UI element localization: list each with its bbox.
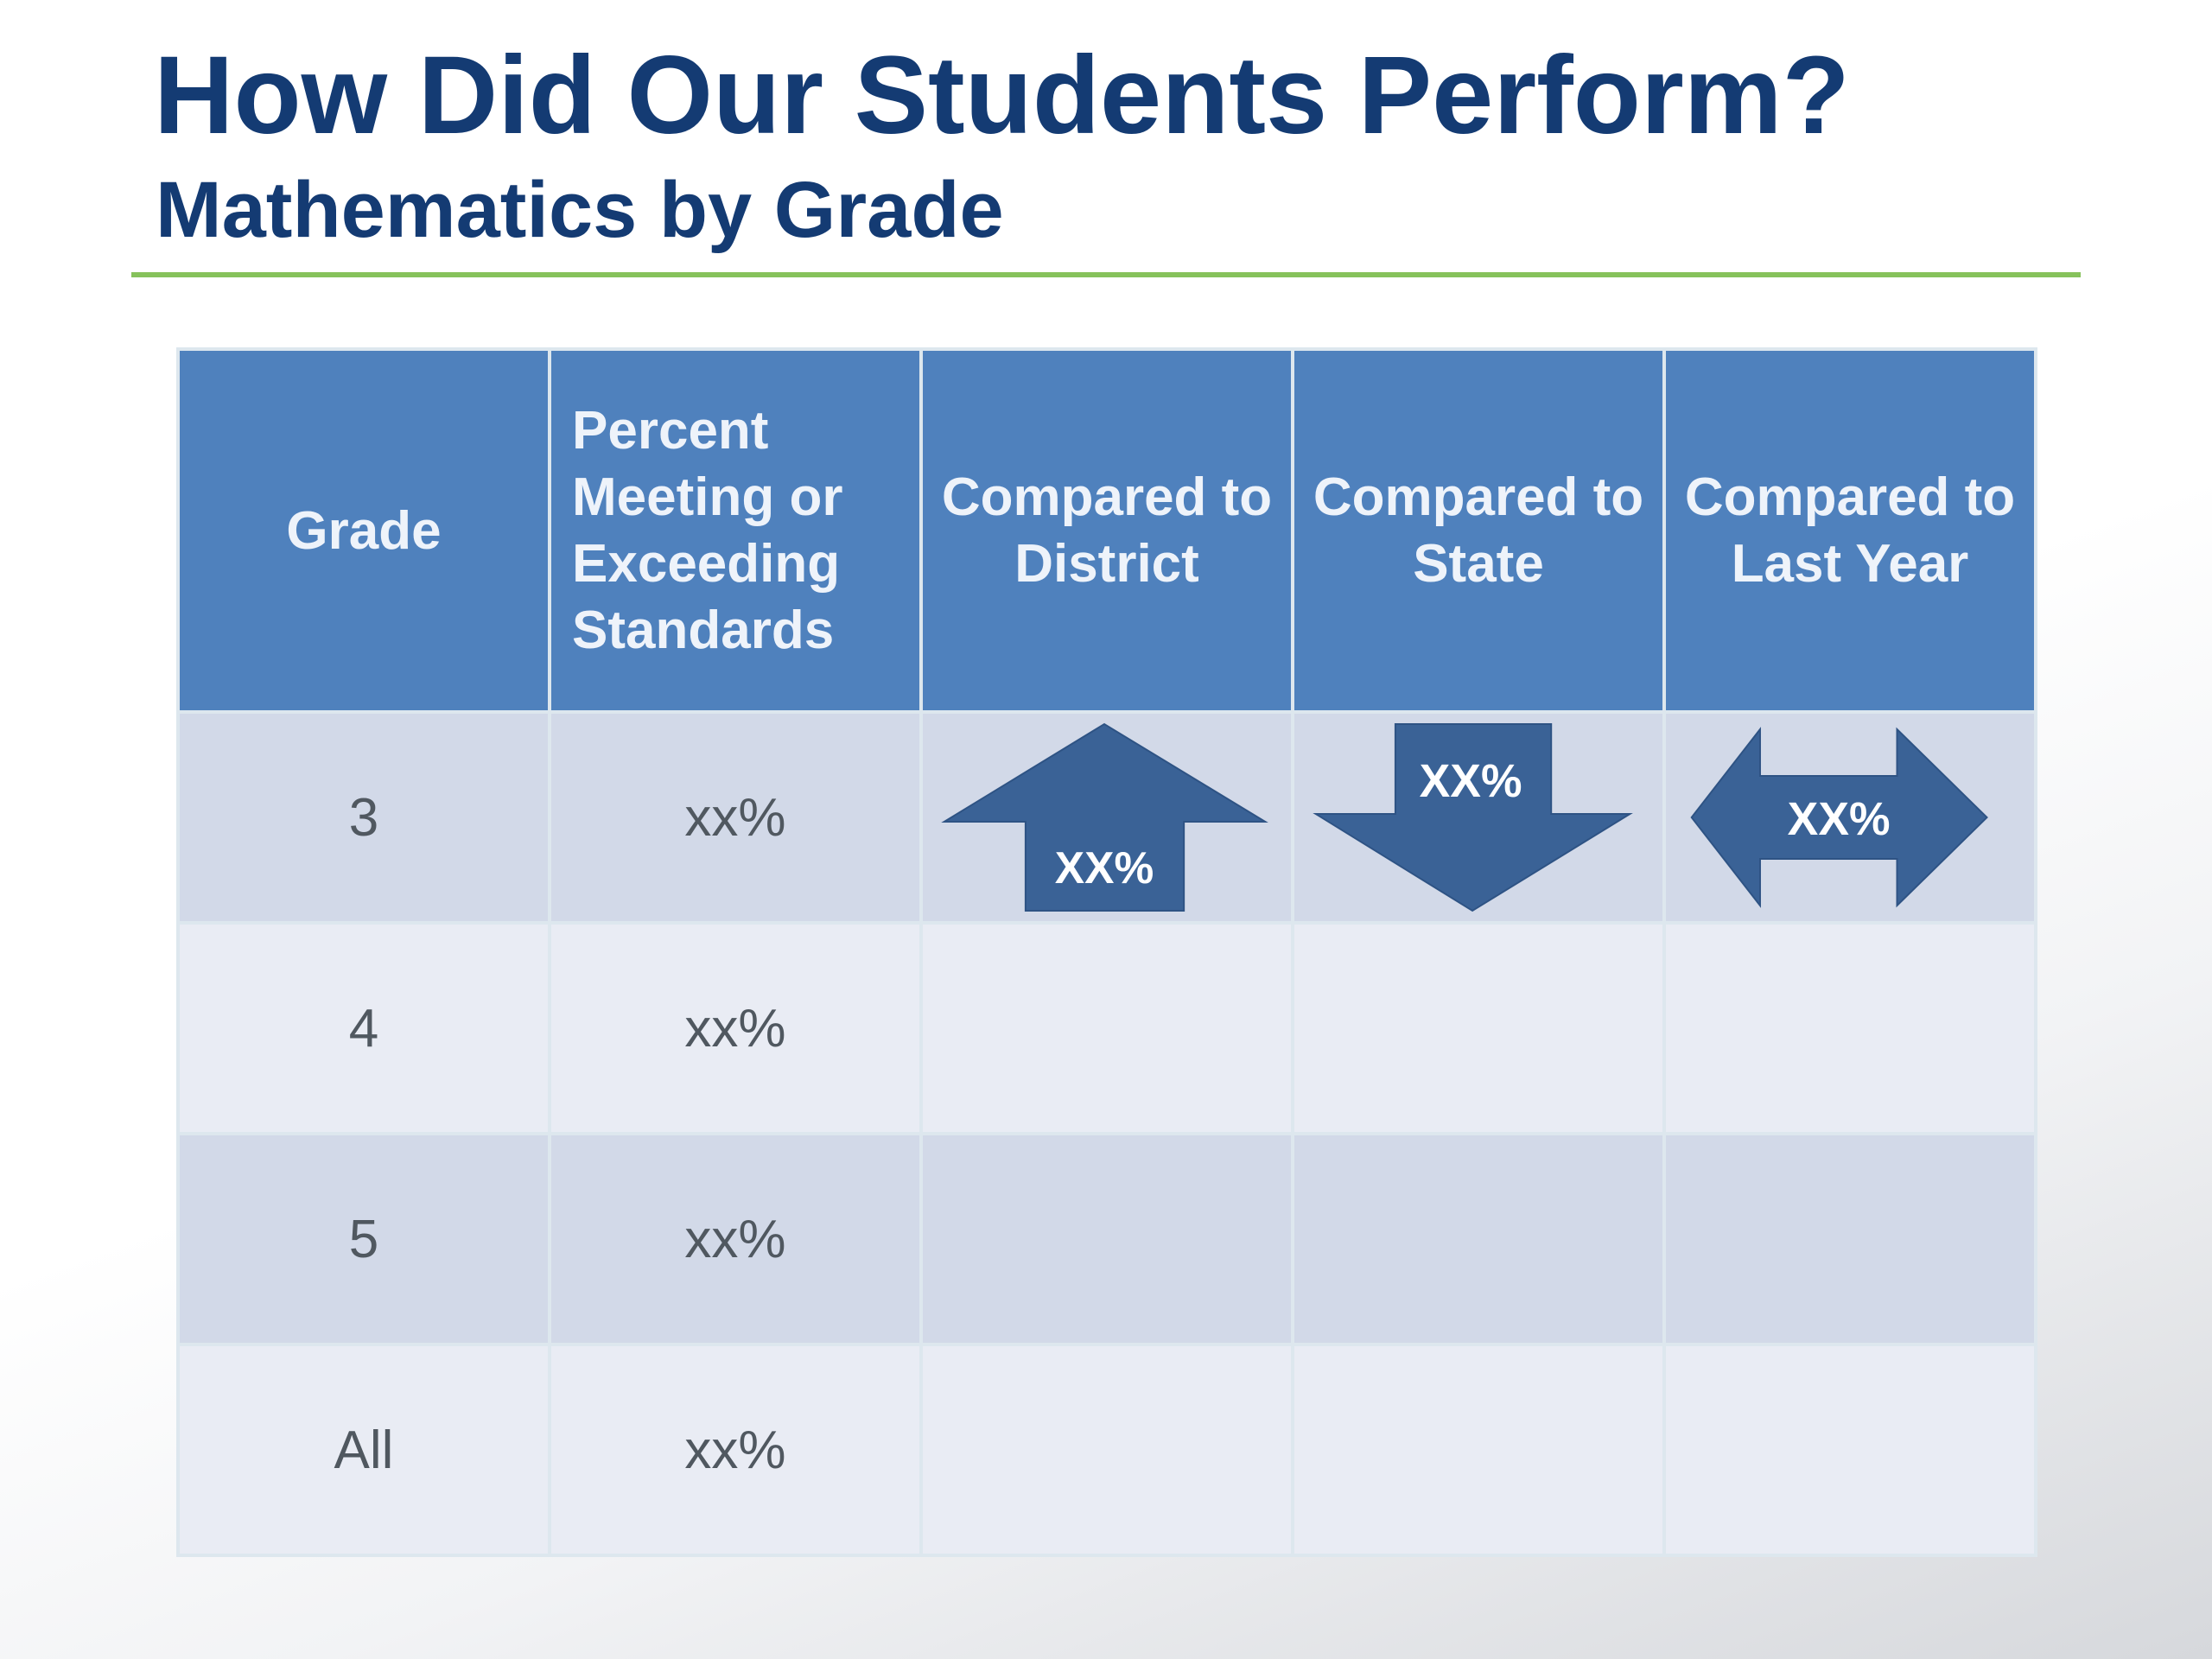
district-cell (921, 712, 1293, 923)
title-divider (131, 272, 2081, 277)
state-cell (1293, 712, 1664, 923)
page-title: How Did Our Students Perform? (154, 34, 1850, 157)
last-year-cell (1664, 923, 2036, 1134)
left-right-arrow-icon (1666, 714, 2034, 921)
page-subtitle: Mathematics by Grade (156, 166, 1004, 254)
table-row (178, 712, 2036, 923)
state-cell (1293, 1344, 1664, 1555)
last-year-cell (1664, 1134, 2036, 1344)
last-year-cell (1664, 1344, 2036, 1555)
grade-cell: All (178, 1344, 550, 1555)
state-arrow-label: XX% (1419, 754, 1522, 808)
last-year-arrow-label: XX% (1787, 792, 1891, 846)
header-compared-district: Compared to District (921, 349, 1293, 712)
table-header-row (178, 349, 2036, 712)
down-arrow-icon (1294, 714, 1662, 921)
table-row (178, 1344, 2036, 1555)
header-grade: Grade (178, 349, 550, 712)
table-row (178, 923, 2036, 1134)
percent-cell: xx% (550, 1344, 921, 1555)
district-cell (921, 1134, 1293, 1344)
grade-cell: 5 (178, 1134, 550, 1344)
district-arrow-label: XX% (1054, 842, 1154, 893)
results-table (176, 347, 2037, 1557)
grade-cell: 3 (178, 712, 550, 923)
grade-cell: 4 (178, 923, 550, 1134)
percent-cell: xx% (550, 923, 921, 1134)
state-cell (1293, 923, 1664, 1134)
header-percent-meeting: Percent Meeting or Exceeding Standards (550, 349, 921, 712)
district-cell (921, 1344, 1293, 1555)
percent-cell: xx% (550, 712, 921, 923)
table-row (178, 1134, 2036, 1344)
percent-cell: xx% (550, 1134, 921, 1344)
last-year-cell (1664, 712, 2036, 923)
district-cell (921, 923, 1293, 1134)
header-compared-state: Compared to State (1293, 349, 1664, 712)
up-arrow-icon (923, 714, 1291, 921)
header-compared-last-year: Compared to Last Year (1664, 349, 2036, 712)
state-cell (1293, 1134, 1664, 1344)
